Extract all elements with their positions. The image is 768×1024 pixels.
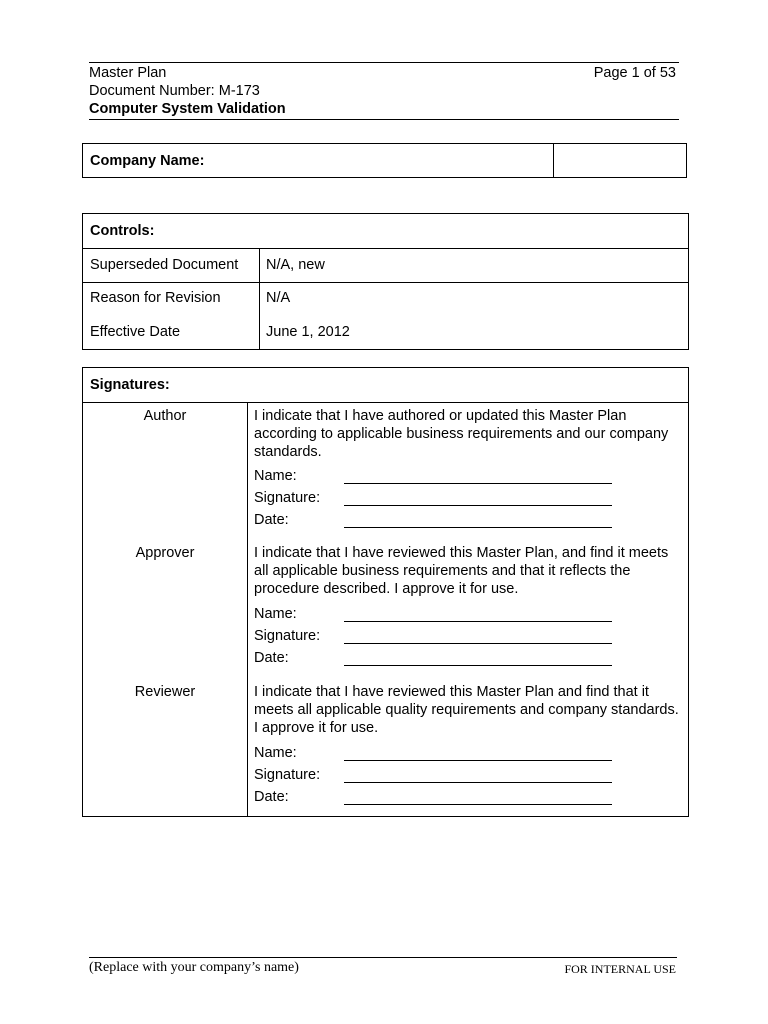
header-bottom-rule [89, 119, 679, 120]
reviewer-date-line[interactable] [344, 804, 612, 805]
author-role-label: Author [143, 408, 187, 424]
approver-statement: I indicate that I have reviewed this Master Plan, and find it meets all applicable business requirements and that it reflects the procedure described. I approve it for use. [254, 545, 669, 597]
reviewer-statement: I indicate that I have reviewed this Master Plan and find that it meets all applicable quality requirements and company standards. I approve it for use. [254, 684, 679, 736]
controls-row-rule [83, 282, 688, 283]
author-date-line[interactable] [344, 527, 612, 528]
controls-label-reason: Reason for Revision [90, 290, 221, 306]
approver-name-line[interactable] [344, 621, 612, 622]
controls-column-divider [259, 248, 260, 349]
approver-signature-label: Signature: [254, 628, 321, 644]
company-name-table [82, 143, 687, 178]
footer-company-placeholder: (Replace with your company’s name) [89, 960, 299, 975]
controls-table [82, 213, 689, 350]
signatures-heading-rule [83, 402, 688, 403]
signatures-heading: Signatures: [90, 377, 170, 393]
approver-name-label: Name: [254, 606, 297, 622]
document-number: Document Number: M-173 [89, 83, 260, 99]
reviewer-signature-line[interactable] [344, 782, 612, 783]
approver-date-label: Date: [254, 650, 289, 666]
author-name-line[interactable] [344, 483, 612, 484]
reviewer-signature-label: Signature: [254, 767, 321, 783]
author-date-label: Date: [254, 512, 289, 528]
page-number: Page 1 of 53 [593, 65, 676, 81]
controls-value-reason: N/A [266, 290, 291, 306]
company-name-label: Company Name: [90, 153, 205, 169]
document-title: Computer System Validation [89, 101, 286, 117]
approver-date-line[interactable] [344, 665, 612, 666]
controls-value-superseded: N/A, new [266, 257, 325, 273]
reviewer-name-line[interactable] [344, 760, 612, 761]
document-type: Master Plan [89, 65, 167, 81]
reviewer-date-label: Date: [254, 789, 289, 805]
author-name-label: Name: [254, 468, 297, 484]
approver-signature-line[interactable] [344, 643, 612, 644]
approver-role-label: Approver [135, 545, 195, 561]
controls-value-effective-date: June 1, 2012 [266, 324, 350, 340]
footer-rule [89, 957, 677, 958]
controls-label-superseded: Superseded Document [90, 257, 239, 273]
header-top-rule [89, 62, 679, 63]
company-name-divider [553, 144, 554, 177]
controls-heading-rule [83, 248, 688, 249]
author-signature-label: Signature: [254, 490, 321, 506]
reviewer-role-label: Reviewer [134, 684, 196, 700]
reviewer-name-label: Name: [254, 745, 297, 761]
signatures-table [82, 367, 689, 817]
author-statement: I indicate that I have authored or updated this Master Plan according to applicable business requirements and our company standards. [254, 408, 669, 460]
author-signature-line[interactable] [344, 505, 612, 506]
controls-heading: Controls: [90, 223, 155, 239]
footer-internal-use: FOR INTERNAL USE [564, 962, 676, 976]
signatures-column-divider [247, 402, 248, 816]
controls-label-effective-date: Effective Date [90, 324, 181, 340]
